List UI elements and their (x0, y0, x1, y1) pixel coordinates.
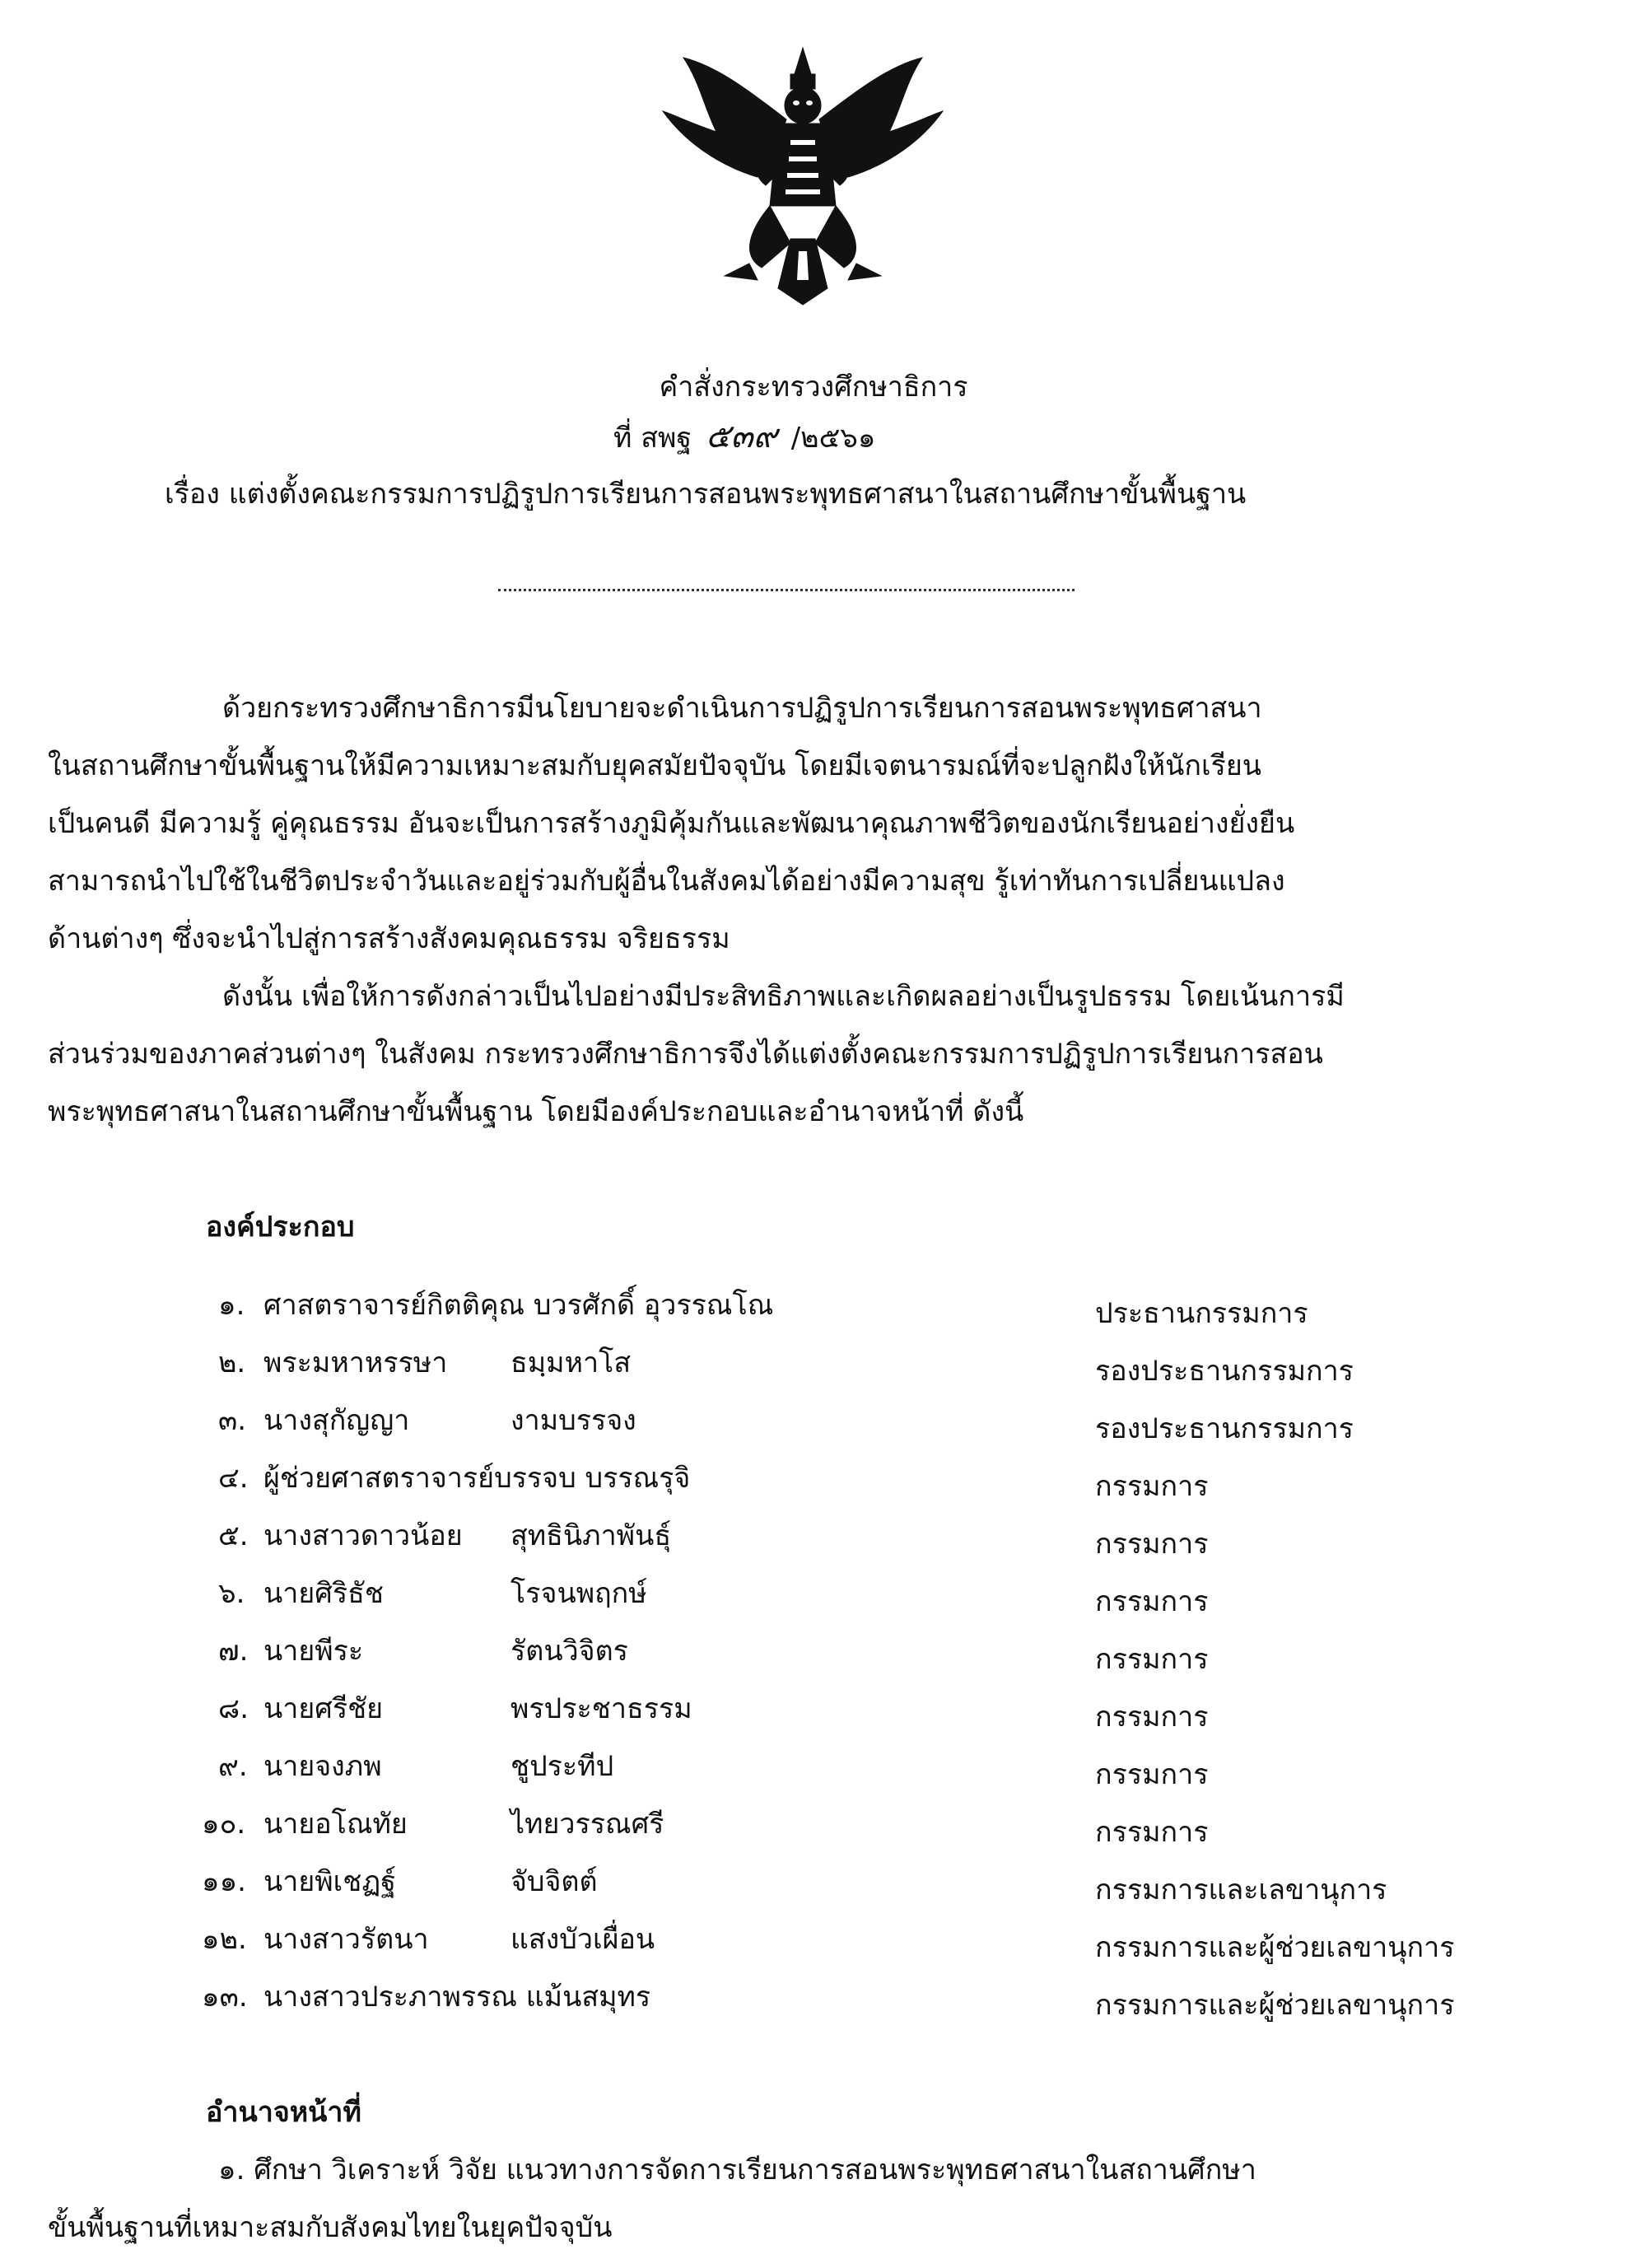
duty-line: ขั้นพื้นฐานที่เหมาะสมกับสังคมไทยในยุคปัจจุบัน (48, 2211, 613, 2244)
member-name: นายพีระ (263, 1635, 364, 1668)
order-number (613, 416, 875, 459)
member-number: ๑๐. (202, 1808, 246, 1841)
paragraph-line: เป็นคนดี มีความรู้ คู่คุณธรรม อันจะเป็นการสร้างภูมิคุ้มกันและพัฒนาคุณภาพชีวิตของนักเรียนอย่างยั่งยืน (48, 807, 1295, 840)
member-role: กรรมการ (1095, 1585, 1209, 1618)
paragraph-line: ด้านต่างๆ ซึ่งจะนำไปสู่การสร้างสังคมคุณธรรม จริยธรรม (48, 922, 730, 955)
member-role: กรรมการ (1095, 1816, 1209, 1849)
order-number-prefix: ที่ สพฐ (613, 422, 692, 455)
paragraph-line: พระพุทธศาสนาในสถานศึกษาขั้นพื้นฐาน โดยมีองค์ประกอบและอำนาจหน้าที่ ดังนี้ (48, 1095, 1024, 1128)
member-number: ๖. (218, 1577, 245, 1610)
member-name: นายจงภพ (263, 1750, 382, 1783)
member-role: กรรมการ (1095, 1470, 1209, 1503)
member-number: ๑๑. (202, 1865, 246, 1898)
member-surname: จับจิตต์ (510, 1865, 598, 1898)
member-name: พระมหาหรรษา (263, 1346, 448, 1379)
member-role: รองประธานกรรมการ (1095, 1412, 1354, 1445)
garuda-emblem-icon (626, 41, 980, 313)
member-name: นายศิริธัช (263, 1577, 384, 1610)
member-role: กรรมการ (1095, 1758, 1209, 1791)
order-subject: เรื่อง แต่งตั้งคณะกรรมการปฏิรูปการเรียนการสอนพระพุทธศาสนาในสถานศึกษาขั้นพื้นฐาน (165, 478, 1247, 511)
member-number: ๑. (218, 1289, 245, 1322)
member-surname: ไทยวรรณศรี (510, 1808, 664, 1841)
separator-dots (498, 589, 1075, 591)
member-number: ๙. (218, 1750, 248, 1783)
member-name: นายศรีชัย (263, 1692, 384, 1725)
member-role: กรรมการ (1095, 1643, 1209, 1676)
paragraph-line: ดังนั้น เพื่อให้การดังกล่าวเป็นไปอย่างมีประสิทธิภาพและเกิดผลอย่างเป็นรูปธรรม โดยเน้นการมี (222, 980, 1345, 1013)
member-role: ประธานกรรมการ (1095, 1297, 1308, 1330)
paragraph-line: ในสถานศึกษาขั้นพื้นฐานให้มีความเหมาะสมกับยุคสมัยปัจจุบัน โดยมีเจตนารมณ์ที่จะปลูกฝังให้นักเรียน (48, 749, 1261, 782)
paragraph-line: สามารถนำไปใช้ในชีวิตประจำวันและอยู่ร่วมกับผู้อื่นในสังคมได้อย่างมีความสุข รู้เท่าทันการเปลี่ยนแปลง (48, 865, 1285, 898)
member-number: ๒. (218, 1346, 246, 1379)
member-name: นางสาวรัตนา (263, 1923, 429, 1956)
member-surname: ธมฺมหาโส (510, 1346, 632, 1379)
member-name: นางสุกัญญา (263, 1404, 410, 1437)
member-surname: ชูประทีป (510, 1750, 614, 1783)
composition-heading: องค์ประกอบ (206, 1211, 355, 1244)
member-name: ศาสตราจารย์กิตติคุณ บวรศักดิ์ อุวรรณโณ (263, 1289, 774, 1322)
duties-heading: อำนาจหน้าที่ (206, 2096, 361, 2129)
member-role: รองประธานกรรมการ (1095, 1355, 1354, 1388)
member-surname: โรจนพฤกษ์ (510, 1577, 647, 1610)
order-number-handwritten: ๕๓๙ (705, 418, 777, 455)
duty-line: ๑. ศึกษา วิเคราะห์ วิจัย แนวทางการจัดการเรียนการสอนพระพุทธศาสนาในสถานศึกษา (218, 2154, 1256, 2186)
member-name: นางสาวดาวน้อย (263, 1519, 463, 1552)
member-number: ๘. (218, 1692, 249, 1725)
order-title: คำสั่งกระทรวงศึกษาธิการ (659, 371, 968, 404)
member-name: นายพิเชฏฐ์ (263, 1865, 396, 1898)
member-role: กรรมการและผู้ช่วยเลขานุการ (1095, 1989, 1455, 2022)
member-surname: สุทธินิภาพันธุ์ (510, 1519, 672, 1552)
member-name: นางสาวประภาพรรณ แม้นสมุทร (263, 1981, 651, 2014)
member-number: ๗. (218, 1635, 249, 1668)
member-name: ผู้ช่วยศาสตราจารย์บรรจบ บรรณรุจิ (263, 1462, 691, 1495)
order-number-year: /๒๕๖๑ (790, 422, 876, 455)
member-name: นายอโณทัย (263, 1808, 408, 1841)
member-number: ๔. (218, 1462, 249, 1495)
member-surname: พรประชาธรรม (510, 1692, 692, 1725)
member-surname: แสงบัวเผื่อน (510, 1923, 655, 1956)
member-role: กรรมการ (1095, 1701, 1209, 1734)
member-role: กรรมการ (1095, 1528, 1209, 1561)
member-role: กรรมการและผู้ช่วยเลขานุการ (1095, 1931, 1455, 1964)
paragraph-line: ด้วยกระทรวงศึกษาธิการมีนโยบายจะดำเนินการปฏิรูปการเรียนการสอนพระพุทธศาสนา (222, 692, 1262, 725)
member-number: ๓. (218, 1404, 247, 1437)
member-surname: งามบรรจง (510, 1404, 636, 1437)
member-role: กรรมการและเลขานุการ (1095, 1874, 1387, 1906)
paragraph-line: ส่วนร่วมของภาคส่วนต่างๆ ในสังคม กระทรวงศึกษาธิการจึงได้แต่งตั้งคณะกรรมการปฏิรูปการเรียนการสอน (48, 1038, 1323, 1071)
member-surname: รัตนวิจิตร (510, 1635, 628, 1668)
member-number: ๑๓. (202, 1981, 248, 2014)
member-number: ๑๒. (202, 1923, 247, 1956)
member-number: ๕. (218, 1519, 249, 1552)
